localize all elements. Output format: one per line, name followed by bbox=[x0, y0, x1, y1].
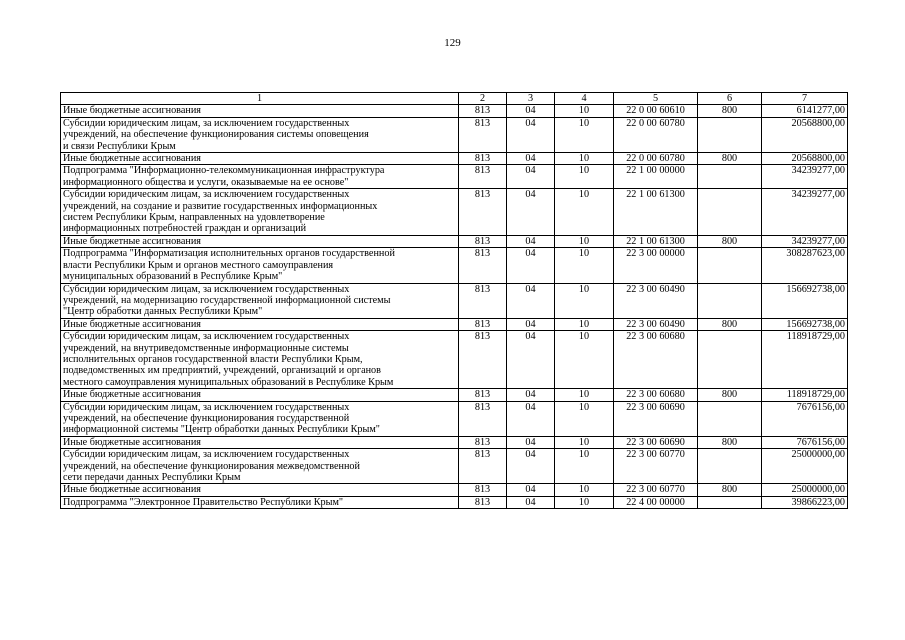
subsection-code-cell: 10 bbox=[555, 117, 614, 152]
expense-type-cell: 800 bbox=[698, 484, 762, 496]
amount-cell: 34239277,00 bbox=[762, 165, 848, 189]
table-row bbox=[61, 189, 848, 236]
amount-cell: 39866223,00 bbox=[762, 496, 848, 508]
item-name-cell bbox=[61, 105, 459, 117]
amount-cell: 34239277,00 bbox=[762, 189, 848, 236]
amount-cell: 34239277,00 bbox=[762, 235, 848, 247]
department-code-cell: 813 bbox=[459, 248, 507, 283]
amount-cell: 156692738,00 bbox=[762, 283, 848, 318]
target-article-cell: 22 0 00 60610 bbox=[614, 105, 698, 117]
department-code-cell: 813 bbox=[459, 484, 507, 496]
item-name-line: Иные бюджетные ассигнования bbox=[63, 436, 201, 448]
department-code-cell: 813 bbox=[459, 449, 507, 484]
subsection-code-cell: 10 bbox=[555, 248, 614, 283]
item-name-line: учреждений, на обеспечение функционирования системы оповещения bbox=[63, 129, 369, 141]
column-header-6: 6 bbox=[698, 93, 762, 105]
table-row bbox=[61, 117, 848, 152]
target-article-cell: 22 3 00 60770 bbox=[614, 449, 698, 484]
department-code-cell: 813 bbox=[459, 283, 507, 318]
item-name-cell bbox=[61, 153, 459, 165]
item-name-cell bbox=[61, 248, 459, 283]
item-name-line: Иные бюджетные ассигнования bbox=[63, 235, 201, 247]
target-article-cell: 22 0 00 60780 bbox=[614, 153, 698, 165]
department-code-cell: 813 bbox=[459, 117, 507, 152]
department-code-cell: 813 bbox=[459, 436, 507, 448]
table-row bbox=[61, 165, 848, 189]
expense-type-cell bbox=[698, 165, 762, 189]
target-article-cell: 22 3 00 60770 bbox=[614, 484, 698, 496]
amount-cell: 7676156,00 bbox=[762, 436, 848, 448]
item-name-cell bbox=[61, 401, 459, 436]
column-header-7: 7 bbox=[762, 93, 848, 105]
target-article-cell: 22 3 00 00000 bbox=[614, 248, 698, 283]
item-name-line: "Центр обработки данных Республики Крым" bbox=[63, 306, 263, 318]
amount-cell: 20568800,00 bbox=[762, 117, 848, 152]
item-name-line: Субсидии юридическим лицам, за исключением государственных bbox=[63, 449, 350, 461]
item-name-line: систем Республики Крым, направленных на удовлетворение bbox=[63, 212, 325, 224]
subsection-code-cell: 10 bbox=[555, 153, 614, 165]
column-header-4: 4 bbox=[555, 93, 614, 105]
table-row bbox=[61, 248, 848, 283]
target-article-cell: 22 4 00 00000 bbox=[614, 496, 698, 508]
item-name-line: учреждений, на модернизацию государственной информационной системы bbox=[63, 294, 391, 306]
subsection-code-cell: 10 bbox=[555, 436, 614, 448]
subsection-code-cell: 10 bbox=[555, 318, 614, 330]
amount-cell: 118918729,00 bbox=[762, 331, 848, 389]
item-name-cell bbox=[61, 283, 459, 318]
amount-cell: 25000000,00 bbox=[762, 449, 848, 484]
amount-cell: 7676156,00 bbox=[762, 401, 848, 436]
department-code-cell: 813 bbox=[459, 189, 507, 236]
item-name-cell bbox=[61, 235, 459, 247]
item-name-cell bbox=[61, 117, 459, 152]
expense-type-cell: 800 bbox=[698, 318, 762, 330]
section-code-cell: 04 bbox=[507, 449, 555, 484]
target-article-cell: 22 1 00 61300 bbox=[614, 235, 698, 247]
section-code-cell: 04 bbox=[507, 153, 555, 165]
subsection-code-cell: 10 bbox=[555, 484, 614, 496]
expense-type-cell: 800 bbox=[698, 389, 762, 401]
item-name-cell bbox=[61, 449, 459, 484]
table-row bbox=[61, 484, 848, 496]
section-code-cell: 04 bbox=[507, 117, 555, 152]
department-code-cell: 813 bbox=[459, 105, 507, 117]
item-name-line: Субсидии юридическим лицам, за исключением государственных bbox=[63, 189, 350, 201]
expense-type-cell bbox=[698, 449, 762, 484]
expense-type-cell bbox=[698, 331, 762, 389]
subsection-code-cell: 10 bbox=[555, 496, 614, 508]
item-name-line: Иные бюджетные ассигнования bbox=[63, 105, 201, 117]
column-header-2: 2 bbox=[459, 93, 507, 105]
table-row bbox=[61, 436, 848, 448]
department-code-cell: 813 bbox=[459, 389, 507, 401]
subsection-code-cell: 10 bbox=[555, 283, 614, 318]
budget-table bbox=[60, 92, 848, 509]
item-name-line: учреждений, на создание и развитие государственных информационных bbox=[63, 200, 378, 212]
amount-cell: 156692738,00 bbox=[762, 318, 848, 330]
subsection-code-cell: 10 bbox=[555, 331, 614, 389]
item-name-line: Подпрограмма "Электронное Правительство Республики Крым" bbox=[63, 496, 344, 508]
item-name-line: информационной системы "Центр обработки данных Республики Крым" bbox=[63, 424, 380, 436]
expense-type-cell bbox=[698, 401, 762, 436]
table-row bbox=[61, 318, 848, 330]
section-code-cell: 04 bbox=[507, 189, 555, 236]
section-code-cell: 04 bbox=[507, 389, 555, 401]
item-name-cell bbox=[61, 165, 459, 189]
table-row bbox=[61, 283, 848, 318]
item-name-line: Иные бюджетные ассигнования bbox=[63, 318, 201, 330]
table-row bbox=[61, 105, 848, 117]
item-name-line: Субсидии юридическим лицам, за исключением государственных bbox=[63, 401, 350, 413]
item-name-line: Подпрограмма "Информатизация исполнительных органов государственной bbox=[63, 248, 395, 260]
department-code-cell: 813 bbox=[459, 496, 507, 508]
expense-type-cell bbox=[698, 248, 762, 283]
item-name-line: подведомственных им предприятий, учреждений, организаций и органов bbox=[63, 365, 381, 377]
amount-cell: 6141277,00 bbox=[762, 105, 848, 117]
column-header-5: 5 bbox=[614, 93, 698, 105]
section-code-cell: 04 bbox=[507, 331, 555, 389]
section-code-cell: 04 bbox=[507, 235, 555, 247]
item-name-line: учреждений, на обеспечение функционирования межведомственной bbox=[63, 460, 360, 472]
amount-cell: 118918729,00 bbox=[762, 389, 848, 401]
target-article-cell: 22 3 00 60490 bbox=[614, 318, 698, 330]
subsection-code-cell: 10 bbox=[555, 105, 614, 117]
target-article-cell: 22 3 00 60680 bbox=[614, 389, 698, 401]
department-code-cell: 813 bbox=[459, 318, 507, 330]
table-row bbox=[61, 401, 848, 436]
department-code-cell: 813 bbox=[459, 153, 507, 165]
table-row bbox=[61, 153, 848, 165]
table-header-row bbox=[61, 93, 848, 105]
section-code-cell: 04 bbox=[507, 318, 555, 330]
department-code-cell: 813 bbox=[459, 331, 507, 389]
item-name-line: Подпрограмма "Информационно-телекоммуникационная инфраструктура bbox=[63, 165, 385, 177]
amount-cell: 20568800,00 bbox=[762, 153, 848, 165]
section-code-cell: 04 bbox=[507, 484, 555, 496]
table-row bbox=[61, 449, 848, 484]
item-name-line: местного самоуправления муниципальных образований в Республике Крым bbox=[63, 376, 394, 388]
item-name-line: и связи Республики Крым bbox=[63, 140, 176, 152]
item-name-line: Субсидии юридическим лицам, за исключением государственных bbox=[63, 331, 350, 343]
target-article-cell: 22 3 00 60680 bbox=[614, 331, 698, 389]
target-article-cell: 22 0 00 60780 bbox=[614, 117, 698, 152]
section-code-cell: 04 bbox=[507, 105, 555, 117]
item-name-line: информационных потребностей граждан и организаций bbox=[63, 223, 307, 235]
item-name-line: власти Республики Крым и органов местного самоуправления bbox=[63, 259, 334, 271]
item-name-line: Иные бюджетные ассигнования bbox=[63, 153, 201, 165]
item-name-line: исполнительных органов государственной власти Республики Крым, bbox=[63, 353, 363, 365]
item-name-line: Иные бюджетные ассигнования bbox=[63, 389, 201, 401]
expense-type-cell bbox=[698, 496, 762, 508]
target-article-cell: 22 3 00 60690 bbox=[614, 401, 698, 436]
subsection-code-cell: 10 bbox=[555, 449, 614, 484]
item-name-line: Субсидии юридическим лицам, за исключением государственных bbox=[63, 117, 350, 129]
department-code-cell: 813 bbox=[459, 235, 507, 247]
expense-type-cell: 800 bbox=[698, 235, 762, 247]
item-name-line: информационного общества и услуги, оказываемые на ее основе" bbox=[63, 176, 349, 188]
expense-type-cell bbox=[698, 117, 762, 152]
item-name-line: учреждений, на внутриведомственные информационные системы bbox=[63, 342, 349, 354]
subsection-code-cell: 10 bbox=[555, 235, 614, 247]
subsection-code-cell: 10 bbox=[555, 165, 614, 189]
item-name-cell bbox=[61, 189, 459, 236]
section-code-cell: 04 bbox=[507, 401, 555, 436]
expense-type-cell bbox=[698, 283, 762, 318]
table-body bbox=[61, 105, 848, 509]
column-header-1: 1 bbox=[61, 93, 459, 105]
item-name-line: муниципальных образований в Республике Крым" bbox=[63, 271, 283, 283]
section-code-cell: 04 bbox=[507, 436, 555, 448]
expense-type-cell: 800 bbox=[698, 436, 762, 448]
item-name-cell bbox=[61, 389, 459, 401]
target-article-cell: 22 1 00 00000 bbox=[614, 165, 698, 189]
target-article-cell: 22 1 00 61300 bbox=[614, 189, 698, 236]
expense-type-cell: 800 bbox=[698, 105, 762, 117]
table-row bbox=[61, 496, 848, 508]
subsection-code-cell: 10 bbox=[555, 389, 614, 401]
subsection-code-cell: 10 bbox=[555, 401, 614, 436]
item-name-line: сети передачи данных Республики Крым bbox=[63, 472, 241, 483]
department-code-cell: 813 bbox=[459, 165, 507, 189]
item-name-cell bbox=[61, 318, 459, 330]
section-code-cell: 04 bbox=[507, 248, 555, 283]
target-article-cell: 22 3 00 60490 bbox=[614, 283, 698, 318]
page-number: 129 bbox=[444, 37, 461, 49]
item-name-cell bbox=[61, 331, 459, 389]
item-name-cell bbox=[61, 496, 459, 508]
column-header-3: 3 bbox=[507, 93, 555, 105]
amount-cell: 25000000,00 bbox=[762, 484, 848, 496]
item-name-line: учреждений, на обеспечение функционирования государственной bbox=[63, 412, 350, 424]
amount-cell: 308287623,00 bbox=[762, 248, 848, 283]
subsection-code-cell: 10 bbox=[555, 189, 614, 236]
expense-type-cell: 800 bbox=[698, 153, 762, 165]
item-name-line: Иные бюджетные ассигнования bbox=[63, 484, 201, 496]
section-code-cell: 04 bbox=[507, 283, 555, 318]
item-name-cell bbox=[61, 436, 459, 448]
department-code-cell: 813 bbox=[459, 401, 507, 436]
table-row bbox=[61, 331, 848, 389]
item-name-line: Субсидии юридическим лицам, за исключением государственных bbox=[63, 283, 350, 295]
section-code-cell: 04 bbox=[507, 496, 555, 508]
table-row bbox=[61, 235, 848, 247]
item-name-cell bbox=[61, 484, 459, 496]
expense-type-cell bbox=[698, 189, 762, 236]
target-article-cell: 22 3 00 60690 bbox=[614, 436, 698, 448]
table-row bbox=[61, 389, 848, 401]
section-code-cell: 04 bbox=[507, 165, 555, 189]
